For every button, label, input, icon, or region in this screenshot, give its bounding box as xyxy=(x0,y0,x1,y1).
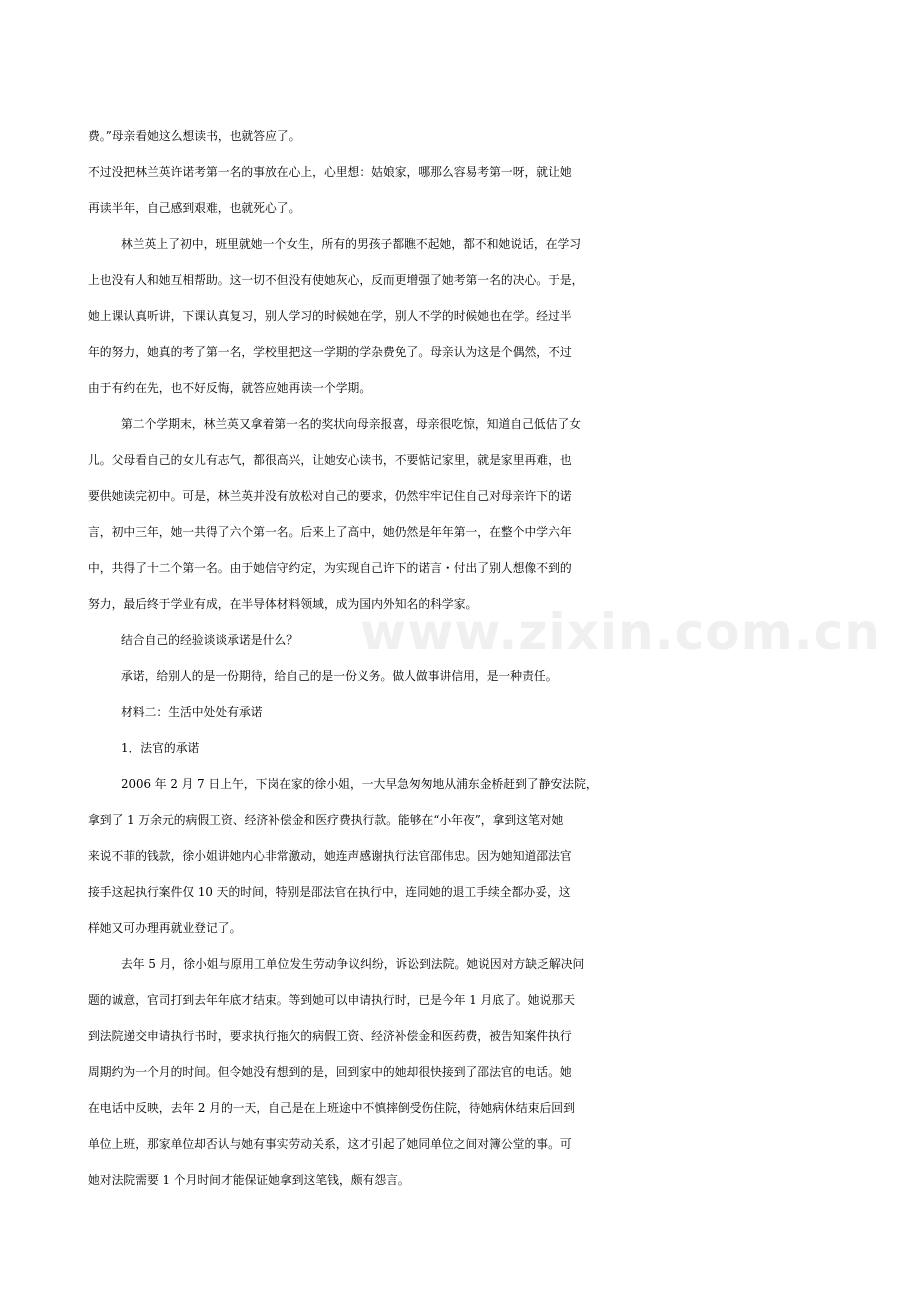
text-line: 周期约为一个月的时间。但令她没有想到的是，回到家中的她却很快接到了邵法官的电话。她 xyxy=(88,1065,572,1079)
text-line: 来说不菲的钱款，徐小姐讲她内心非常激动，她连声感谢执行法官邵伟忠。因为她知道邵法官 xyxy=(88,849,572,863)
text-line: 题的诚意，官司打到去年年底才结束。等到她可以申请执行时，已是今年 1 月底了。她说那天 xyxy=(88,993,575,1007)
text-line: 林兰英上了初中，班里就她一个女生，所有的男孩子都瞧不起她，都不和她说话，在学习 xyxy=(121,237,582,251)
text-line: 她上课认真听讲，下课认真复习，别人学习的时候她在学，别人不学的时候她也在学。经过半 xyxy=(88,309,572,323)
text-line: 1．法官的承诺 xyxy=(121,741,200,755)
text-line: 中，共得了十二个第一名。由于她信守约定，为实现自己许下的诺言・付出了别人想像不到的 xyxy=(88,561,572,575)
text-line: 在电话中反映，去年 2 月的一天，自己是在上班途中不慎摔倒受伤住院，待她病休结束后回到 xyxy=(88,1101,575,1115)
text-line: 要供她读完初中。可是，林兰英并没有放松对自己的要求，仍然牢牢记住自己对母亲许下的诺 xyxy=(88,489,572,503)
text-line: 她对法院需要 1 个月时间才能保证她拿到这笔钱，颇有怨言。 xyxy=(88,1173,410,1187)
text-line: 单位上班，那家单位却否认与她有事实劳动关系，这才引起了她同单位之间对簿公堂的事。可 xyxy=(88,1137,572,1151)
text-line: 上也没有人和她互相帮助。这一切不但没有使她灰心，反而更增强了她考第一名的决心。于是， xyxy=(88,273,584,287)
text-line: 努力，最后终于学业有成，在半导体材料领域，成为国内外知名的科学家。 xyxy=(88,597,478,611)
text-line: 样她又可办理再就业登记了。 xyxy=(88,921,242,935)
text-line: 儿。父母看自己的女儿有志气，都很高兴，让她安心读书，不要惦记家里，就是家里再难，也 xyxy=(88,453,572,467)
text-line: 由于有约在先，也不好反悔，就答应她再读一个学期。 xyxy=(88,381,372,395)
text-line: 结合自己的经验谈谈承诺是什么？ xyxy=(121,633,298,647)
text-line: 承诺，给别人的是一份期待，给自己的是一份义务。做人做事讲信用，是一种责任。 xyxy=(121,669,558,683)
text-line: 材料二：生活中处处有承诺 xyxy=(121,705,263,719)
text-line: 再读半年，自己感到艰难，也就死心了。 xyxy=(88,201,301,215)
text-line: 去年 5 月，徐小姐与原用工单位发生劳动争议纠纷，诉讼到法院。她说因对方缺乏解决问 xyxy=(121,957,585,971)
text-line: 到法院递交申请执行书时，要求执行拖欠的病假工资、经济补偿金和医药费，被告知案件执行 xyxy=(88,1029,572,1043)
text-line: 言，初中三年，她一共得了六个第一名。后来上了高中，她仍然是年年第一，在整个中学六年 xyxy=(88,525,572,539)
text-line: 年的努力，她真的考了第一名，学校里把这一学期的学杂费免了。母亲认为这是个偶然，不过 xyxy=(88,345,572,359)
text-line: 第二个学期末，林兰英又拿着第一名的奖状向母亲报喜，母亲很吃惊，知道自己低估了女 xyxy=(121,417,582,431)
text-line: 费。”母亲看她这么想读书，也就答应了。 xyxy=(88,129,301,143)
text-line: 接手这起执行案件仅 10 天的时间，特别是邵法官在执行中，连同她的退工手续全都办妥，这 xyxy=(88,885,571,899)
text-line: 拿到了 1 万余元的病假工资、经济补偿金和医疗费执行款。能够在“小年夜”，拿到这笔对她 xyxy=(88,813,564,827)
watermark-text: www.zixin.com.cn xyxy=(360,603,881,661)
document-body xyxy=(88,118,838,1198)
text-line: 2006 年 2 月 7 日上午，下岗在家的徐小姐，一大早急匆匆地从浦东金桥赶到了静安法院， xyxy=(121,777,598,791)
text-line: 不过没把林兰英许诺考第一名的事放在心上，心里想：姑娘家，哪那么容易考第一呀，就让她 xyxy=(88,165,572,179)
